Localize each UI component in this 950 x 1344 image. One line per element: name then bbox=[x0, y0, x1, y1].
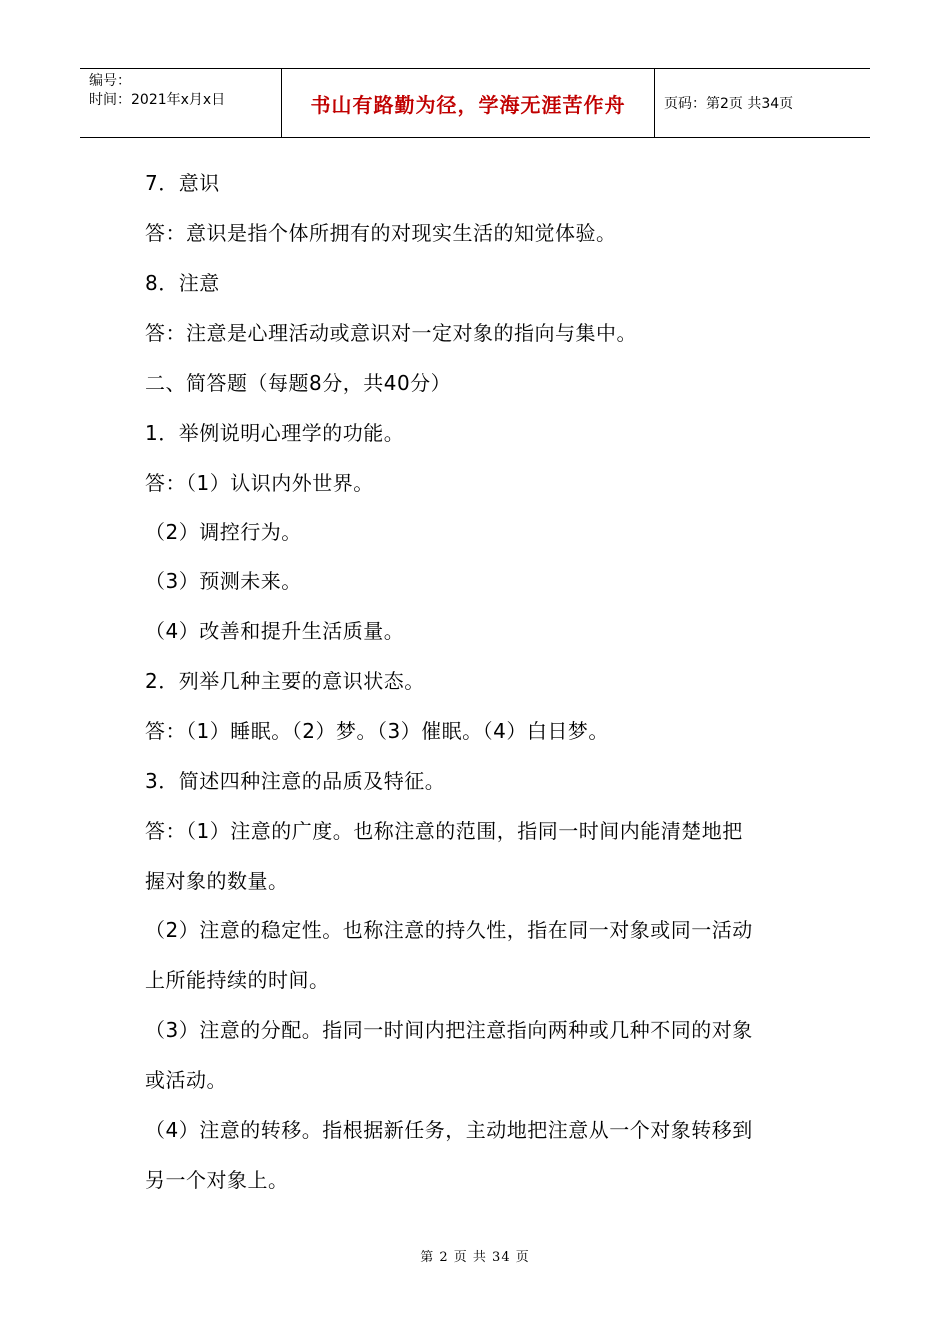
answer-3-line-4: 上所能持续的时间。 bbox=[145, 968, 330, 992]
page-header bbox=[80, 68, 870, 138]
answer-3-line-7: （4）注意的转移。指根据新任务，主动地把注意从一个对象转移到 bbox=[145, 1118, 753, 1142]
page-footer: 第 2 页 共 34 页 bbox=[420, 1250, 530, 1265]
answer-1-line-1: 答：（1）认识内外世界。 bbox=[145, 471, 374, 495]
item-8-answer: 答：注意是心理活动或意识对一定对象的指向与集中。 bbox=[145, 321, 637, 345]
answer-1-line-2: （2）调控行为。 bbox=[145, 520, 302, 544]
item-8-heading: 8．注意 bbox=[145, 271, 220, 295]
answer-3-line-2: 握对象的数量。 bbox=[145, 869, 289, 893]
question-3: 3．简述四种注意的品质及特征。 bbox=[145, 769, 446, 793]
header-motto: 书山有路勤为径，学海无涯苦作舟 bbox=[310, 92, 626, 117]
question-1: 1．举例说明心理学的功能。 bbox=[145, 421, 405, 445]
header-motto-cell bbox=[282, 69, 655, 137]
answer-3-line-3: （2）注意的稳定性。也称注意的持久性，指在同一对象或同一活动 bbox=[145, 918, 753, 942]
header-info-cell bbox=[80, 69, 282, 137]
answer-3-line-5: （3）注意的分配。指同一时间内把注意指向两种或几种不同的对象 bbox=[145, 1018, 753, 1042]
header-code-label: 编号： bbox=[89, 73, 131, 89]
answer-1-line-4: （4）改善和提升生活质量。 bbox=[145, 619, 405, 643]
answer-3-line-1: 答：（1）注意的广度。也称注意的范围，指同一时间内能清楚地把 bbox=[145, 819, 743, 843]
header-page-info: 页码：第2页 共34页 bbox=[664, 96, 794, 112]
item-7-answer: 答：意识是指个体所拥有的对现实生活的知觉体验。 bbox=[145, 221, 617, 245]
header-time-label: 时间：2021年x月x日 bbox=[89, 92, 226, 108]
item-7-heading: 7．意识 bbox=[145, 171, 220, 195]
answer-3-line-8: 另一个对象上。 bbox=[145, 1168, 289, 1192]
section-heading: 二、简答题（每题8分，共40分） bbox=[145, 371, 452, 395]
header-page-cell bbox=[655, 69, 870, 137]
answer-2: 答：（1）睡眠。（2）梦。（3）催眠。（4）白日梦。 bbox=[145, 719, 609, 743]
answer-3-line-6: 或活动。 bbox=[145, 1068, 227, 1092]
question-2: 2．列举几种主要的意识状态。 bbox=[145, 669, 425, 693]
answer-1-line-3: （3）预测未来。 bbox=[145, 569, 302, 593]
